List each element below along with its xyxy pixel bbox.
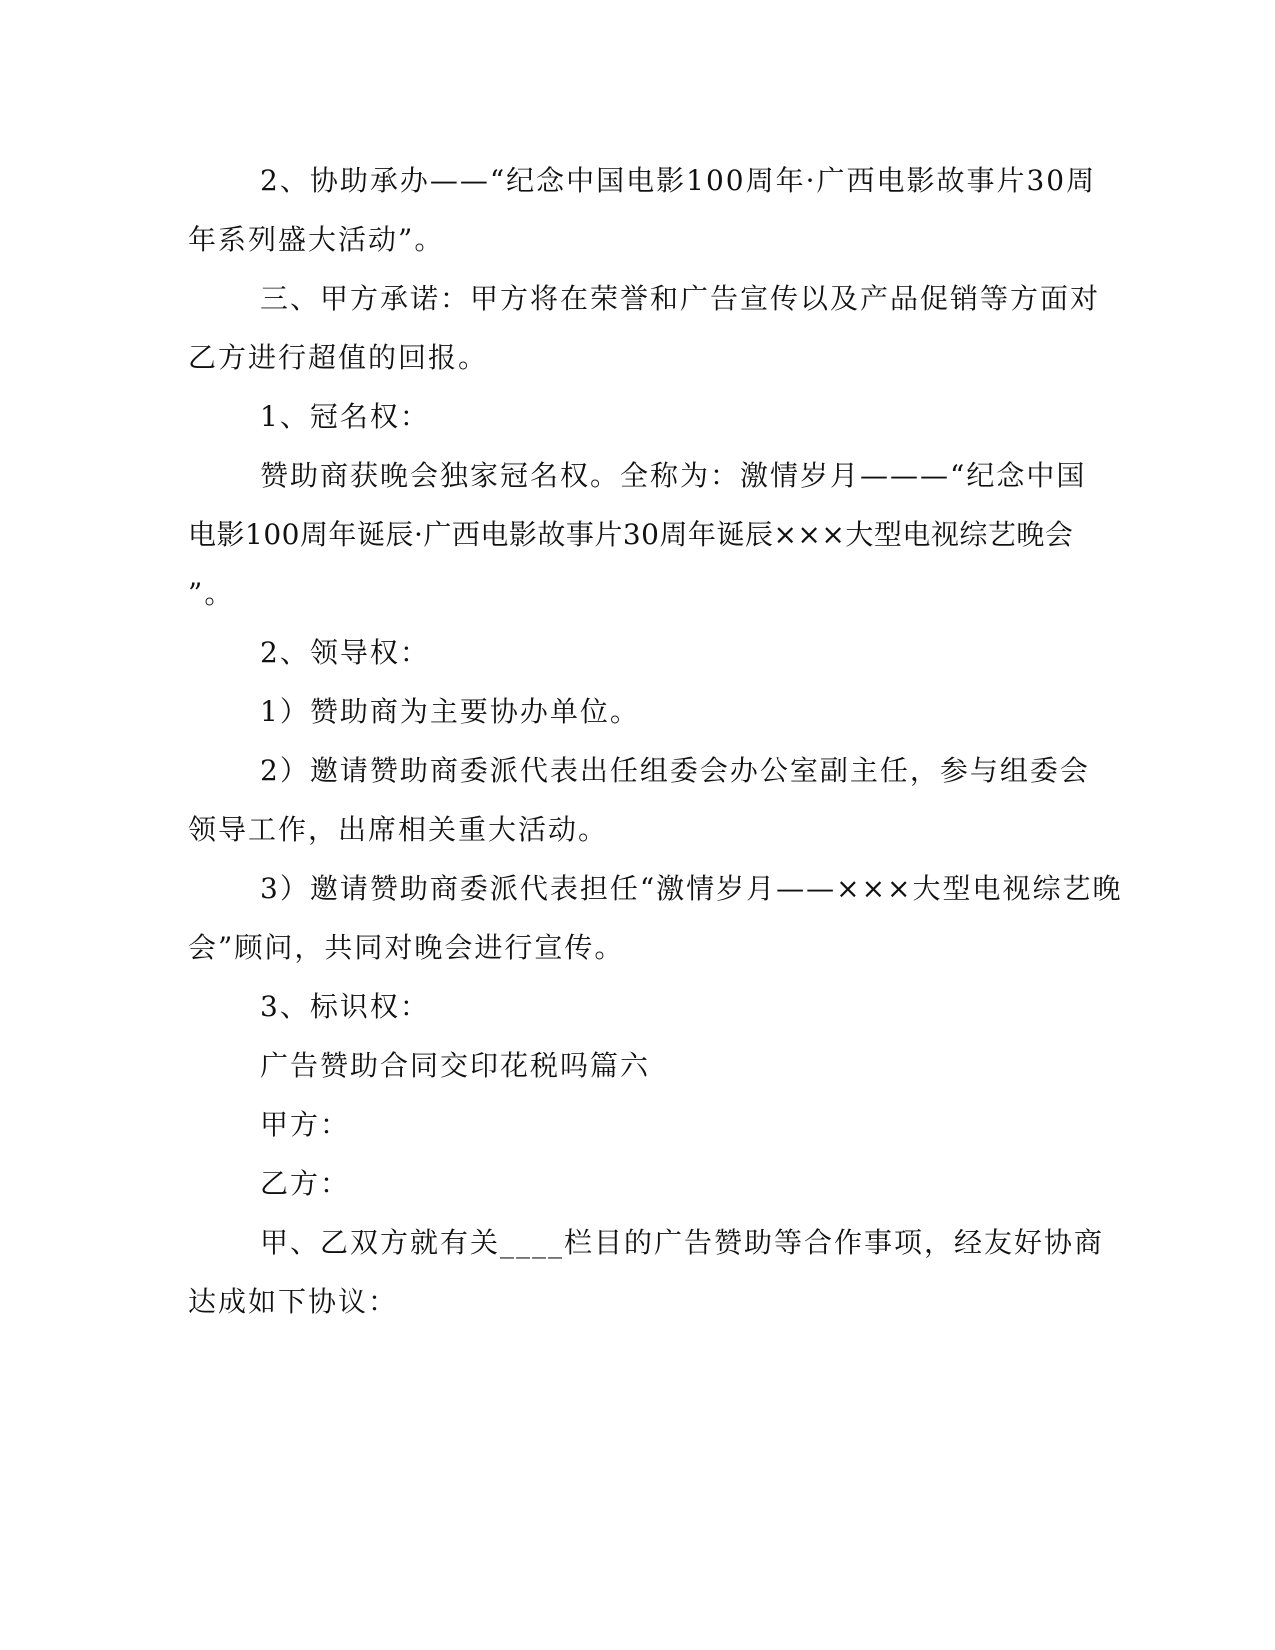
text-line: 达成如下协议： <box>188 1285 399 1318</box>
text-line: 2）邀请赞助商委派代表出任组委会办公室副主任，参与组委会 <box>260 754 1090 787</box>
section-heading: 广告赞助合同交印花税吗篇六 <box>260 1049 651 1082</box>
text-line: 领导工作，出席相关重大活动。 <box>188 813 609 846</box>
text-line: 三、甲方承诺：甲方将在荣誉和广告宣传以及产品促销等方面对 <box>260 282 1101 315</box>
text-line: 3、标识权： <box>260 990 430 1023</box>
text-line: 2、协助承办——“纪念中国电影100周年·广西电影故事片30周 <box>260 164 1097 197</box>
text-line: 年系列盛大活动”。 <box>188 223 445 256</box>
text-line: ”。 <box>188 577 235 610</box>
party-a-label: 甲方： <box>260 1108 351 1141</box>
party-b-label: 乙方： <box>260 1167 351 1200</box>
text-line: 会”顾问，共同对晚会进行宣传。 <box>188 931 625 964</box>
text-line: 甲、乙双方就有关____栏目的广告赞助等合作事项，经友好协商 <box>260 1226 1105 1259</box>
text-line: 乙方进行超值的回报。 <box>188 341 489 374</box>
text-line: 2、领导权： <box>260 636 430 669</box>
text-line: 1）赞助商为主要协办单位。 <box>260 695 640 728</box>
text-line: 电影100周年诞辰·广西电影故事片30周年诞辰×××大型电视综艺晚会 <box>188 518 1074 551</box>
text-line: 3）邀请赞助商委派代表担任“激情岁月——×××大型电视综艺晚 <box>260 872 1123 905</box>
text-line: 1、冠名权： <box>260 400 430 433</box>
text-line: 赞助商获晚会独家冠名权。全称为：激情岁月———“纪念中国 <box>260 459 1087 492</box>
